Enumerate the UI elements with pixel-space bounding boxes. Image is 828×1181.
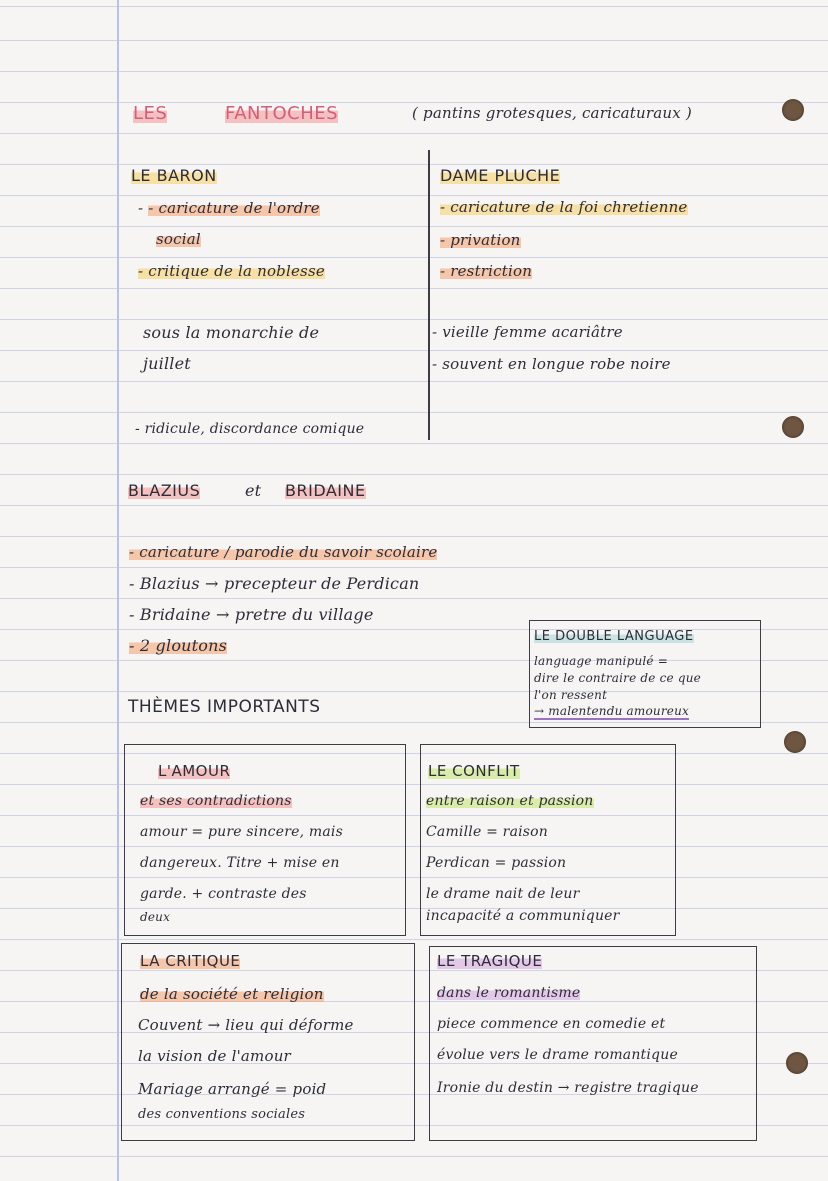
- conflit-heading: LE CONFLIT: [428, 762, 520, 780]
- tragique-line-2: piece commence en comedie et: [437, 1016, 666, 1032]
- conflit-line-2: Camille = raison: [426, 824, 549, 840]
- conflit-line-4: le drame nait de leur: [426, 886, 580, 902]
- double-langage-heading: LE DOUBLE LANGUAGE: [534, 629, 694, 644]
- blazius-name: BLAZIUS: [128, 481, 201, 500]
- punch-hole-3: [784, 731, 806, 753]
- conflit-line-1: entre raison et passion: [426, 793, 594, 809]
- blazius-bullet-2: - Blazius → precepteur de Perdican: [129, 574, 420, 593]
- conflit-line-5: incapacité a communiquer: [426, 908, 620, 924]
- double-langage-line-3: l'on ressent: [534, 688, 608, 702]
- pluche-heading: DAME PLUCHE: [440, 166, 561, 185]
- amour-line-1: et ses contradictions: [140, 793, 292, 809]
- tragique-line-4: Ironie du destin → registre tragique: [437, 1080, 699, 1096]
- pluche-bullet-3: - restriction: [440, 262, 533, 280]
- pluche-bullet-2: - privation: [440, 231, 521, 249]
- baron-bullet-3: - ridicule, discordance comique: [135, 421, 365, 437]
- punch-hole-2: [782, 416, 804, 438]
- double-langage-line-1: language manipulé =: [534, 654, 669, 668]
- tragique-line-3: évolue vers le drame romantique: [437, 1047, 678, 1063]
- tragique-box: [429, 946, 757, 1141]
- baron-bullet-1a: - - caricature de l'ordre: [138, 199, 320, 217]
- blazius-et: et: [245, 481, 262, 500]
- amour-heading: L'AMOUR: [158, 762, 231, 780]
- double-langage-line-2: dire le contraire de ce que: [534, 671, 701, 685]
- bridaine-name: BRIDAINE: [285, 481, 366, 500]
- blazius-bullet-4: - 2 gloutons: [129, 636, 228, 655]
- tragique-line-1: dans le romantisme: [437, 985, 581, 1001]
- critique-line-3: la vision de l'amour: [138, 1047, 291, 1065]
- tragique-heading: LE TRAGIQUE: [437, 952, 543, 970]
- column-divider: [428, 150, 430, 440]
- critique-line-4: Mariage arrangé = poid: [138, 1080, 327, 1098]
- amour-line-3: dangereux. Titre + mise en: [140, 855, 340, 871]
- critique-line-2: Couvent → lieu qui déforme: [138, 1016, 354, 1034]
- pluche-bullet-5: - souvent en longue robe noire: [432, 355, 671, 373]
- critique-line-5: des conventions sociales: [138, 1107, 306, 1122]
- themes-heading: THÈMES IMPORTANTS: [128, 697, 321, 717]
- punch-hole-1: [782, 99, 804, 121]
- punch-hole-4: [786, 1052, 808, 1074]
- title-subtitle: ( pantins grotesques, caricaturaux ): [412, 104, 692, 122]
- baron-bullet-2: - critique de la noblesse: [138, 262, 325, 280]
- title-les: LES: [133, 103, 168, 124]
- amour-line-5: deux: [140, 910, 171, 924]
- critique-heading: LA CRITIQUE: [140, 952, 241, 970]
- amour-line-4: garde. + contraste des: [140, 886, 307, 902]
- title-fantoches: FANTOCHES: [225, 103, 339, 124]
- baron-note-2: juillet: [143, 354, 191, 373]
- pluche-bullet-1: - caricature de la foi chretienne: [440, 198, 688, 216]
- baron-bullet-1b: social: [156, 230, 201, 248]
- blazius-bullet-1: - caricature / parodie du savoir scolaire: [129, 543, 438, 561]
- critique-line-1: de la société et religion: [140, 985, 324, 1003]
- pluche-bullet-4: - vieille femme acariâtre: [432, 323, 623, 341]
- amour-line-2: amour = pure sincere, mais: [140, 824, 343, 840]
- baron-heading: LE BARON: [131, 166, 217, 185]
- double-langage-line-4: → malentendu amoureux: [534, 704, 689, 718]
- baron-bullet-1a-text: - caricature de l'ordre: [148, 199, 320, 217]
- conflit-line-3: Perdican = passion: [426, 855, 567, 871]
- baron-note-1: sous la monarchie de: [143, 323, 320, 342]
- blazius-bullet-3: - Bridaine → pretre du village: [129, 605, 374, 624]
